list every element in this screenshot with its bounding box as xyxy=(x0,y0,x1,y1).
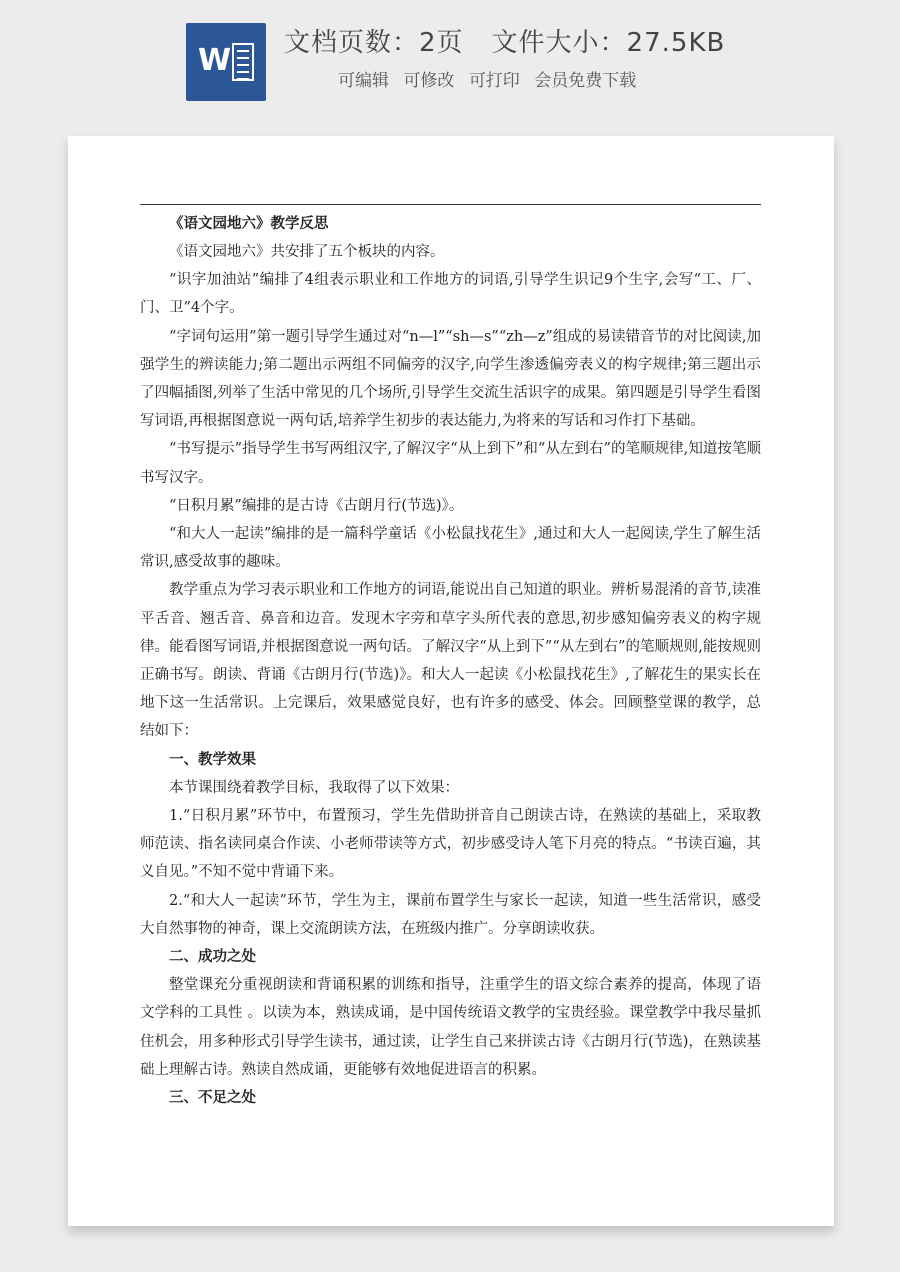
paragraph: 整堂课充分重视朗读和背诵积累的训练和指导，注重学生的语文综合素养的提高，体现了语文学科的工具性 。以读为本，熟读成诵，是中国传统语文教学的宝贵经验。课堂教学中我尽量抓住机会，用多种形式引导学生读书，通过读，让学生自己来拼读古诗《古朗月行(节选)，在熟读基础上理解古诗。熟读自然成诵，更能够有效地促进语言的积累。 xyxy=(140,977,761,1078)
feature-list xyxy=(338,66,645,91)
feature-modifiable: 可修改 xyxy=(403,71,455,91)
document-stats xyxy=(284,22,725,59)
word-document-icon xyxy=(186,23,266,101)
word-icon-lines xyxy=(232,43,254,81)
document-body xyxy=(140,210,761,1112)
paragraph: 1.“日积月累”环节中，布置预习，学生先借助拼音自己朗读古诗，在熟读的基础上，采取教师范读、指名读同桌合作读、小老师带读等方式，初步感受诗人笔下月亮的特点。“书读百遍，其义自见。”不知不觉中背诵下来。 xyxy=(140,808,761,881)
paragraph: 2.“和大人一起读”环节，学生为主，课前布置学生与家长一起读，知道一些生活常识，感受大自然事物的神奇，课上交流朗读方法，在班级内推广。分享朗读收获。 xyxy=(140,892,761,937)
feature-printable: 可打印 xyxy=(468,71,520,91)
section-heading: 三、不足之处 xyxy=(169,1089,256,1107)
document-info-header xyxy=(0,0,900,120)
section-heading: 二、成功之处 xyxy=(169,948,256,966)
document-title: 《语文园地六》教学反思 xyxy=(169,215,329,232)
header-rule xyxy=(140,204,761,205)
paragraph: 《语文园地六》共安排了五个板块的内容。 xyxy=(169,244,445,260)
page-count: 文档页数：2页 xyxy=(284,28,464,58)
paragraph: “和大人一起读”编排的是一篇科学童话《小松鼠找花生》,通过和大人一起阅读,学生了解生活常识,感受故事的趣味。 xyxy=(140,526,761,571)
paragraph: “书写提示”指导学生书写两组汉字,了解汉字“从上到下”和“从左到右”的笔顺规律,知道按笔顺书写汉字。 xyxy=(140,441,761,486)
paragraph: “日积月累”编排的是古诗《古朗月行(节选)》。 xyxy=(169,497,464,514)
feature-editable: 可编辑 xyxy=(338,71,389,91)
paragraph: 本节课围绕着教学目标，我取得了以下效果： xyxy=(169,779,459,796)
document-page xyxy=(68,136,834,1226)
file-size: 文件大小：27.5KB xyxy=(491,28,726,58)
section-heading: 一、教学效果 xyxy=(169,750,256,768)
paragraph: “字词句运用”第一题引导学生通过对“n—l”“sh—s”“zh—z”组成的易读错音节的对比阅读,加强学生的辨读能力;第二题出示两组不同偏旁的汉字,向学生渗透偏旁表义的构字规律;第三题出示了四幅插图,列举了生活中常见的几个场所,引导学生交流生活识字的成果。第四题是引导学生看图写词语,再根据图意说一两句话,培养学生初步的表达能力,为将来的写话和习作打下基础。 xyxy=(140,328,761,430)
word-icon-letter: W xyxy=(198,43,232,78)
paragraph: 教学重点为学习表示职业和工作地方的词语,能说出自己知道的职业。辨析易混淆的音节,读准平舌音、翘舌音、鼻音和边音。发现木字旁和草字头所代表的意思,初步感知偏旁表义的构字规律。能看图写词语,并根据图意说一两句话。了解汉字“从上到下”“从左到右”的笔顺规则,能按规则正确书写。朗读、背诵《古朗月行(节选)》。和大人一起读《小松鼠找花生》,了解花生的果实长在地下这一生活常识。上完课后，效果感觉良好，也有许多的感受、体会。回顾整堂课的教学，总结如下： xyxy=(140,582,761,740)
paragraph: “识字加油站”编排了4组表示职业和工作地方的词语,引导学生识记9个生字,会写“工、厂、门、卫”4个字。 xyxy=(140,272,761,317)
feature-member-download: 会员免费下载 xyxy=(534,71,637,91)
